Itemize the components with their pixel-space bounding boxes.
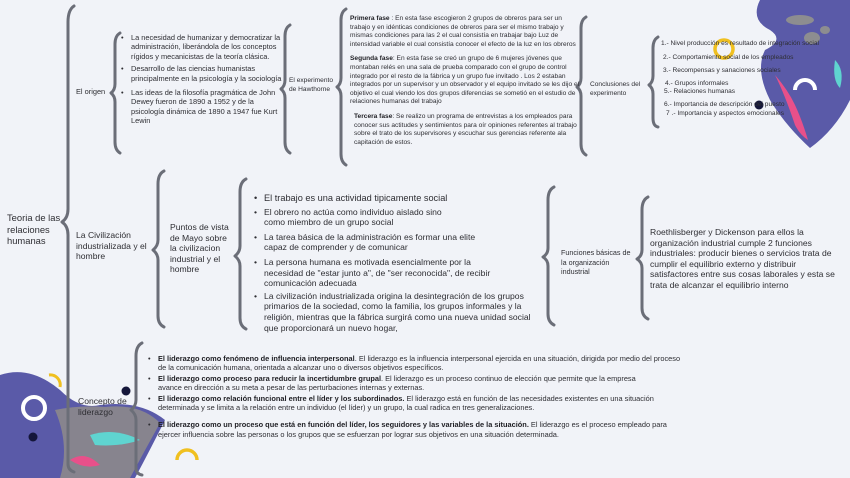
leadership-item bbox=[148, 394, 673, 413]
phase-2-title: Segunda fase bbox=[350, 55, 393, 63]
brace-civilization bbox=[152, 170, 166, 328]
mayo-item: • La tarea básica de la administración es formar una elite capaz de comprender y de comunicar bbox=[254, 232, 484, 253]
leadership-item bbox=[148, 374, 658, 393]
phase-1-sep: : bbox=[389, 15, 396, 22]
conclusions-label: Conclusiones del experimento bbox=[590, 81, 641, 97]
brace-mayo bbox=[234, 178, 248, 330]
origin-item: • Desarrollo de las ciencias humanistas principalmente en la psicología y la sociología bbox=[121, 64, 289, 83]
mayo-item: • El trabajo es una actividad tipicamente social bbox=[254, 193, 546, 204]
leadership-list bbox=[148, 354, 688, 439]
conclusion-item: 1.- Nivel producción es resultado de integración social bbox=[661, 40, 819, 47]
brace-leadership bbox=[130, 342, 144, 476]
conclusions-list bbox=[661, 40, 846, 118]
mayo-list bbox=[254, 193, 546, 333]
phase-2-text: En esta fase se creó un grupo de 6 mujeres jóvenes que montaban relés en una sala de prueba comparado con el grupo de control integrado por el resto de la fábrica y un grupo fue invitado . Los 2 estaban integrados por un supervisor y un observador y el equipo invitado se les dijo el objetivo el cual viendo los dos grupos diferencias se sometió en el estudio de relaciones humanas del trabajo bbox=[350, 55, 580, 106]
root-topic: Teoria de las relaciones humanas bbox=[7, 212, 61, 247]
mayo-label: Puntos de vista de Mayo sobre la civilizacion industrial y el hombre bbox=[170, 222, 229, 275]
functions-label: Funciones básicas de la organización industrial bbox=[561, 248, 631, 277]
phase-1-title: Primera fase bbox=[350, 15, 390, 22]
brace-conclusions-items bbox=[648, 36, 660, 128]
phase-2 bbox=[350, 55, 582, 107]
phase-3-sep: : bbox=[392, 112, 397, 120]
dark-dot-bottom bbox=[121, 386, 131, 396]
leadership-item-text: El liderazgo es el proceso empleado para ejercer influencia sobre las personas o los grupos que se esfuerzan por lograr sus objetivos en una situación determinada. bbox=[158, 420, 667, 439]
leadership-item-text: . El liderazgo es un proceso continuo de elección que permite que la empresa avance en dirección a su meta a pesar de las perturbaciones internas y externas. bbox=[158, 373, 636, 393]
conclusion-item: 2.- Comportamiento social de los empleados bbox=[663, 53, 794, 61]
leadership-item-title: El liderazgo como proceso para reducir la incertidumbre grupal bbox=[158, 373, 382, 383]
leadership-item-text: El liderazgo está en función de las necesidades existentes en una situación determinada y se limita a la relación entre un individuo (el líder) y un grupo, la cual radica en tres generalizaciones. bbox=[158, 393, 654, 413]
phase-3 bbox=[350, 113, 582, 147]
brace-functions-text bbox=[636, 196, 650, 320]
conclusion-item: 6.- Importancia de descripción del puesto bbox=[664, 100, 785, 108]
mayo-item: • El obrero no actúa como individuo aislado sino como miembro de un grupo social bbox=[254, 207, 464, 228]
yellow-arc-bottom bbox=[174, 447, 200, 461]
conclusion-item: 5.- Relaciones humanas bbox=[664, 88, 736, 96]
origin-label: El origen bbox=[76, 87, 106, 96]
conclusion-item: 7 .- Importancia y aspectos emocionales bbox=[666, 109, 785, 117]
brace-hawthorne-phases bbox=[336, 8, 348, 166]
functions-text: Roethlisberger y Dickenson para ellos la organización industrial cumple 2 funciones industriales: producir bienes o servicios trata de cumplir el equilibrio externo y distribuir satisfactores entre sus cosas laborales y esta se trata de alcanzar el equilibrio interno bbox=[650, 227, 835, 290]
phase-2-sep: : bbox=[392, 55, 397, 63]
leadership-label: Concepto de liderazgo bbox=[78, 396, 127, 417]
mayo-item: • La persona humana es motivada esencialmente por la necesidad de "estar junto a", de "ser reconocida", de recibir comunicación adecuada bbox=[254, 257, 494, 289]
conclusion-item: 4.- Grupos informales bbox=[665, 79, 729, 87]
phase-3-text: Se realizo un programa de entrevistas a los empleados para conocer sus actitudes y sentimientos para oír opiniones referentes al trabajo sobre el trato de los supervisores y escuchar sus gerencias referente ala capitación de estos. bbox=[354, 112, 577, 146]
leadership-item-title: El liderazgo como fenómeno de influencia interpersonal bbox=[158, 354, 355, 363]
hawthorne-label: El experimento de Hawthorne bbox=[289, 77, 333, 93]
mayo-item: • La civilización industrializada origina la desintegración de los grupos primarios de la sociedad, como la familia, los grupos informales y la religión, mientras que la fábrica surgirá como una nueva unidad social que proporcionará un nuevo hogar, bbox=[254, 291, 546, 333]
phase-3-title: Tercera fase bbox=[354, 112, 393, 120]
origin-item: • Las ideas de la filosofía pragmática de John Dewey fueron de 1890 a 1952 y de la psicología dinámica de 1890 a 1947 fue Kurt Lewin bbox=[121, 88, 289, 126]
leadership-item-title: El liderazgo como un proceso que está en función del líder, los seguidores y las variables de la situación. bbox=[158, 420, 529, 430]
leadership-item-title: El liderazgo como relación funcional entre el líder y los subordinados. bbox=[158, 393, 405, 403]
leadership-item bbox=[148, 354, 688, 373]
hawthorne-phases bbox=[350, 15, 582, 147]
phase-1-text: En esta fase escogieron 2 grupos de obreros para ser un trabajo y en idénticas condiciones de obreros para ser el mismo trabajo y mismas condiciones para las 2 el cual consistía en trabajar bajo Luz de intensidad variable el cual consistía conocer el efecto de la luz en los obreros bbox=[350, 15, 576, 48]
phase-1 bbox=[350, 15, 582, 49]
leadership-item bbox=[148, 420, 688, 439]
civilization-label: La Civilización industrializada y el hombre bbox=[76, 230, 147, 262]
leadership-item-text: . El liderazgo es la influencia interpersonal ejercida en una situación, dirigida por medio del proceso de la comunicación humana, orientada a alcanzar uno o diversos objetivos específicos. bbox=[158, 354, 681, 373]
conclusion-item: 3.- Recompensas y sanaciones sociales bbox=[663, 67, 781, 75]
origin-list bbox=[121, 33, 289, 126]
origin-item: • La necesidad de humanizar y democratizar la administración, liberándola de los conceptos rígidos y mecanicistas de la teoría clásica. bbox=[121, 33, 289, 61]
